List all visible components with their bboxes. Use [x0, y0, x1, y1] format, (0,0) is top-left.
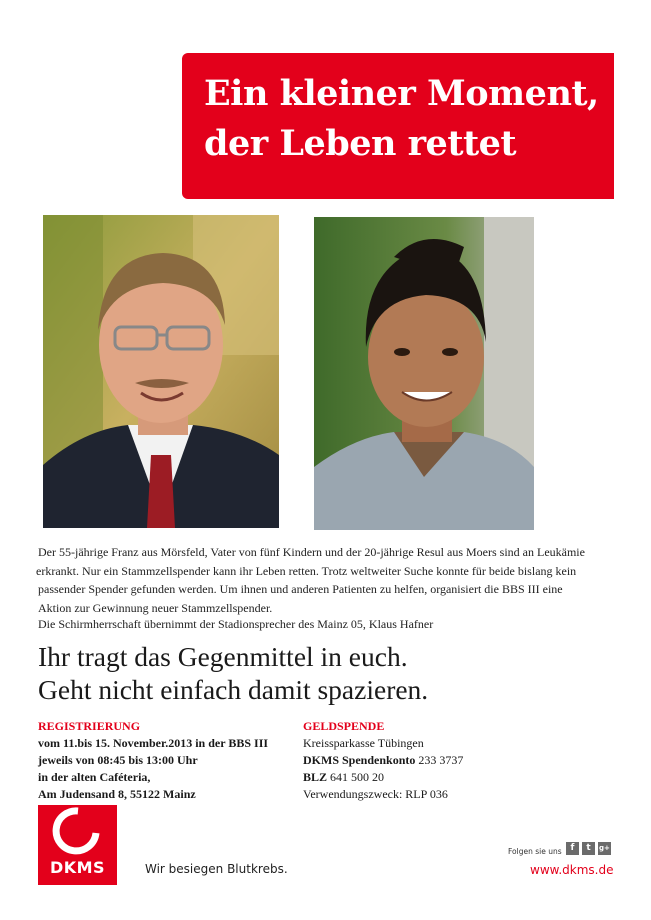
headline-line-1: Ein kleiner Moment, — [204, 73, 599, 114]
website-link[interactable]: www.dkms.de — [530, 863, 614, 877]
registration-line: in der alten Caféteria, — [38, 770, 151, 784]
googleplus-icon[interactable]: g+ — [598, 842, 611, 855]
facebook-icon[interactable]: f — [566, 842, 579, 855]
body-line: passender Spender gefunden werden. Um ihnen und anderen Patienten zu helfen, organisiert die BBS III eine — [38, 582, 563, 596]
dkms-logo — [38, 805, 117, 885]
donation-bank: Kreissparkasse Tübingen — [303, 736, 424, 750]
account-value: 233 3737 — [418, 753, 464, 767]
logo-text: DKMS — [49, 858, 106, 877]
body-line: Der 55-jährige Franz aus Mörsfeld, Vater von fünf Kindern und der 20-jährige Resul aus Moers sind an Leukämie — [38, 545, 585, 559]
body-line: erkrankt. Nur ein Stammzellspender kann ihr Leben retten. Trotz weltweiter Suche konnte für beide bislang kein — [36, 563, 577, 578]
registration-block — [38, 718, 268, 803]
claim-text: Wir besiegen Blutkrebs. — [145, 862, 288, 876]
donation-heading: GELDSPENDE — [303, 719, 385, 733]
tagline-line-2: Geht nicht einfach damit spazieren. — [38, 674, 429, 705]
blz-label: BLZ — [303, 770, 328, 784]
photo-franz — [43, 215, 279, 528]
registration-line: jeweils von 08:45 bis 13:00 Uhr — [38, 753, 198, 767]
body-line: Die Schirmherrschaft übernimmt der Stadionsprecher des Mainz 05, Klaus Hafner — [38, 617, 434, 631]
registration-heading: REGISTRIERUNG — [38, 719, 141, 733]
donation-block — [303, 718, 463, 803]
blz-value: 641 500 20 — [330, 770, 385, 784]
donation-account — [303, 752, 463, 769]
donation-purpose: Verwendungszweck: RLP 036 — [303, 787, 448, 801]
tagline — [38, 640, 428, 706]
account-label: DKMS Spendenkonto — [303, 753, 416, 767]
tagline-line-1: Ihr tragt das Gegenmittel in euch. — [38, 641, 408, 672]
body-text — [38, 543, 628, 634]
headline-line-2: der Leben rettet — [204, 123, 517, 164]
registration-line: vom 11.bis 15. November.2013 in der BBS III — [38, 736, 269, 750]
follow-text: Folgen sie uns — [508, 847, 562, 856]
logo-arc-icon — [38, 807, 117, 857]
photo-resul — [314, 217, 534, 530]
headline-banner — [182, 53, 614, 199]
donation-blz — [303, 769, 463, 786]
body-line: Aktion zur Gewinnung neuer Stammzellspender. — [38, 600, 273, 615]
registration-line: Am Judensand 8, 55122 Mainz — [38, 787, 196, 801]
twitter-icon[interactable]: t — [582, 842, 595, 855]
